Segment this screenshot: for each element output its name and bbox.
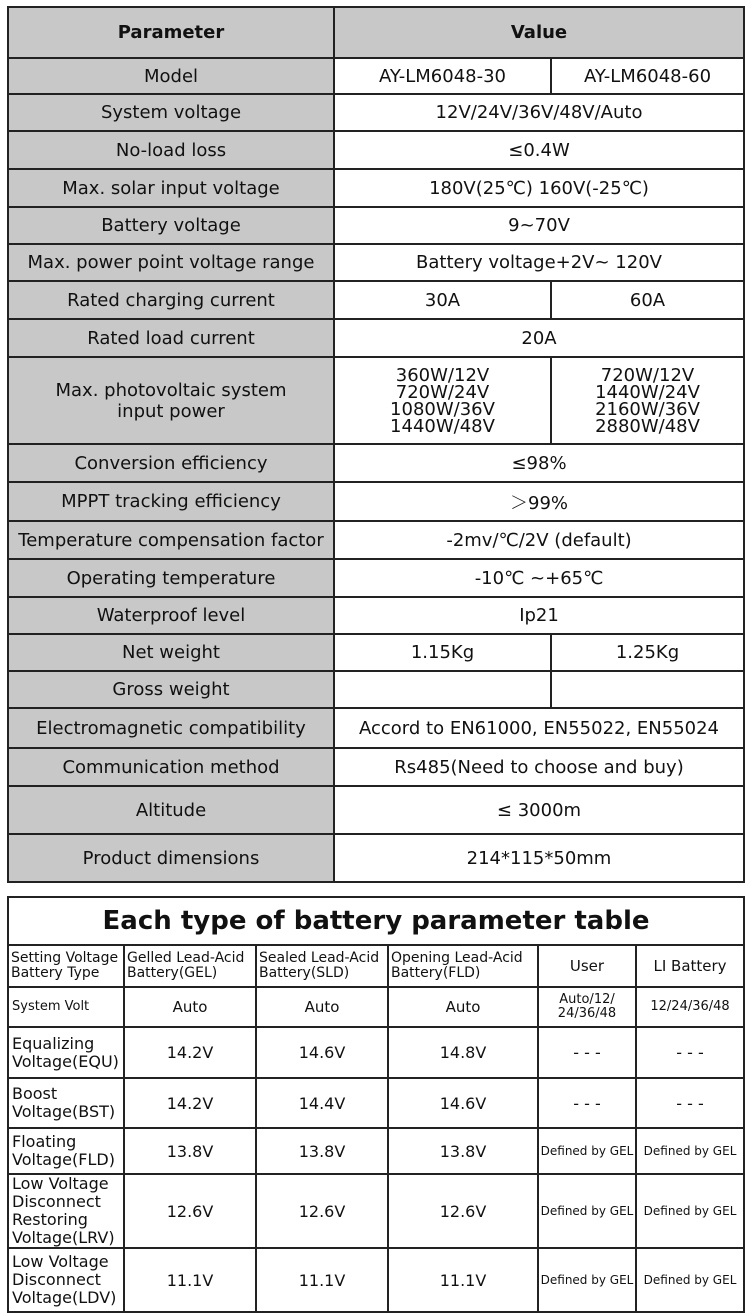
label-line: Low Voltage [12,1252,109,1271]
label-line: Voltage(LDV) [12,1288,117,1307]
user-value: Defined by GEL [538,1128,636,1174]
spec-label: Gross weight [8,671,334,708]
pv-power-entry: 2160W/36V [595,398,700,420]
sld-value: 12.6V [256,1174,388,1248]
battery-table-title: Each type of battery parameter table [8,897,744,945]
row-label [8,1128,124,1174]
spec-label-line: Max. photovoltaic system [55,379,287,401]
label-line: Voltage(EQU) [12,1051,119,1071]
battery-parameter-table [7,896,745,1313]
spec-value-30: 30A [334,281,551,319]
sld-value: 11.1V [256,1248,388,1312]
li-value: Defined by GEL [636,1248,744,1312]
user-value: Auto/12/ 24/36/48 [538,987,636,1027]
spec-label: Net weight [8,634,334,671]
spec-label: Conversion efficiency [8,444,334,482]
corner-line: Setting Voltage [11,950,119,966]
fld-value: 14.6V [388,1078,538,1128]
header-line: Battery(FLD) [391,965,481,981]
pv-power-30 [334,357,551,444]
user-value: - - - [538,1078,636,1128]
row-label [8,1078,124,1128]
label-line: Disconnect Restoring [12,1192,101,1229]
spec-value: -2mv/℃/2V (default) [334,521,744,559]
spec-value: Rs485(Need to choose and buy) [334,748,744,786]
corner-line: Battery Type [11,965,100,981]
user-header: User [538,945,636,987]
li-value: Defined by GEL [636,1174,744,1248]
sld-value: 14.4V [256,1078,388,1128]
spec-value-model-60: AY-LM6048-60 [551,58,744,94]
spec-value-30 [334,671,551,708]
spec-label: Max. solar input voltage [8,169,334,207]
row-label [8,1248,124,1312]
spec-label: Rated charging current [8,281,334,319]
spec-value: -10℃ ~+65℃ [334,559,744,597]
fld-value: 11.1V [388,1248,538,1312]
fld-header [388,945,538,987]
gel-value: 14.2V [124,1078,256,1128]
corner-header [8,945,124,987]
gel-value: Auto [124,987,256,1027]
row-label [8,1174,124,1248]
li-value: Defined by GEL [636,1128,744,1174]
sld-value: 14.6V [256,1027,388,1078]
fld-value: 14.8V [388,1027,538,1078]
spec-label: Product dimensions [8,834,334,882]
label-line: Voltage(BST) [12,1102,116,1121]
pv-power-entry: 720W/24V [395,381,490,403]
spec-label: No-load loss [8,131,334,169]
fld-value: 12.6V [388,1174,538,1248]
spec-value: Battery voltage+2V~ 120V [334,244,744,281]
header-line: Battery(GEL) [127,965,218,981]
spec-value-model-30: AY-LM6048-30 [334,58,551,94]
header-line: Battery(SLD) [259,965,350,981]
spec-value: ≤0.4W [334,131,744,169]
spec-value: 20A [334,319,744,357]
fld-value: Auto [388,987,538,1027]
li-value: - - - [636,1027,744,1078]
label-line: Floating [12,1132,77,1151]
spec-value: ≤ 3000m [334,786,744,834]
pv-power-entry: 1080W/36V [390,398,495,420]
spec-value-30: 1.15Kg [334,634,551,671]
pv-power-60 [551,357,744,444]
label-line: Low Voltage [12,1174,109,1193]
header-line: Gelled Lead-Acid [127,950,245,966]
pv-power-entry: 1440W/24V [595,381,700,403]
spec-label: Model [8,58,334,94]
user-value: Defined by GEL [538,1248,636,1312]
gel-header [124,945,256,987]
row-label: System Volt [8,987,124,1027]
header-line: Sealed Lead-Acid [259,950,380,966]
user-value: - - - [538,1027,636,1078]
spec-value: 214*115*50mm [334,834,744,882]
sld-value: 13.8V [256,1128,388,1174]
pv-power-entry: 720W/12V [600,364,695,386]
spec-label: Battery voltage [8,207,334,244]
spec-label: Max. power point voltage range [8,244,334,281]
specifications-table [7,6,745,883]
spec-value: 12V/24V/36V/48V/Auto [334,94,744,131]
li-header: LI Battery [636,945,744,987]
spec-label: Electromagnetic compatibility [8,708,334,748]
sld-header [256,945,388,987]
spec-label: MPPT tracking efficiency [8,482,334,521]
spec-label: Altitude [8,786,334,834]
gel-value: 12.6V [124,1174,256,1248]
label-line: Voltage(FLD) [12,1150,115,1169]
gel-value: 11.1V [124,1248,256,1312]
header-line: Opening Lead-Acid [391,950,523,966]
li-value: - - - [636,1078,744,1128]
spec-label: Operating temperature [8,559,334,597]
label-line: Boost [12,1084,58,1103]
spec-label: System voltage [8,94,334,131]
spec-value-60: 60A [551,281,744,319]
pv-power-entry: 2880W/48V [595,415,700,437]
spec-label: Communication method [8,748,334,786]
spec-value: 9~70V [334,207,744,244]
spec-label: Rated load current [8,319,334,357]
spec-label-line: input power [117,400,225,422]
pv-power-entry: 360W/12V [395,364,490,386]
label-line: Voltage(LRV) [12,1228,115,1247]
label-line: Equalizing [12,1033,95,1053]
li-value: 12/24/36/48 [636,987,744,1027]
value-header: Value [334,7,744,58]
spec-value: ≤98% [334,444,744,482]
spec-label: Waterproof level [8,597,334,634]
user-value: Defined by GEL [538,1174,636,1248]
spec-value-60: 1.25Kg [551,634,744,671]
sld-value: Auto [256,987,388,1027]
spec-value: Ip21 [334,597,744,634]
row-label [8,1027,124,1078]
gel-value: 13.8V [124,1128,256,1174]
label-line: Disconnect [12,1270,101,1289]
spec-value: ＞99% [334,482,744,521]
spec-label-pv-power [8,357,334,444]
spec-label: Temperature compensation factor [8,521,334,559]
parameter-header: Parameter [8,7,334,58]
gel-value: 14.2V [124,1027,256,1078]
fld-value: 13.8V [388,1128,538,1174]
pv-power-entry: 1440W/48V [390,415,495,437]
spec-value: Accord to EN61000, EN55022, EN55024 [334,708,744,748]
spec-value: 180V(25℃) 160V(-25℃) [334,169,744,207]
spec-value-60 [551,671,744,708]
